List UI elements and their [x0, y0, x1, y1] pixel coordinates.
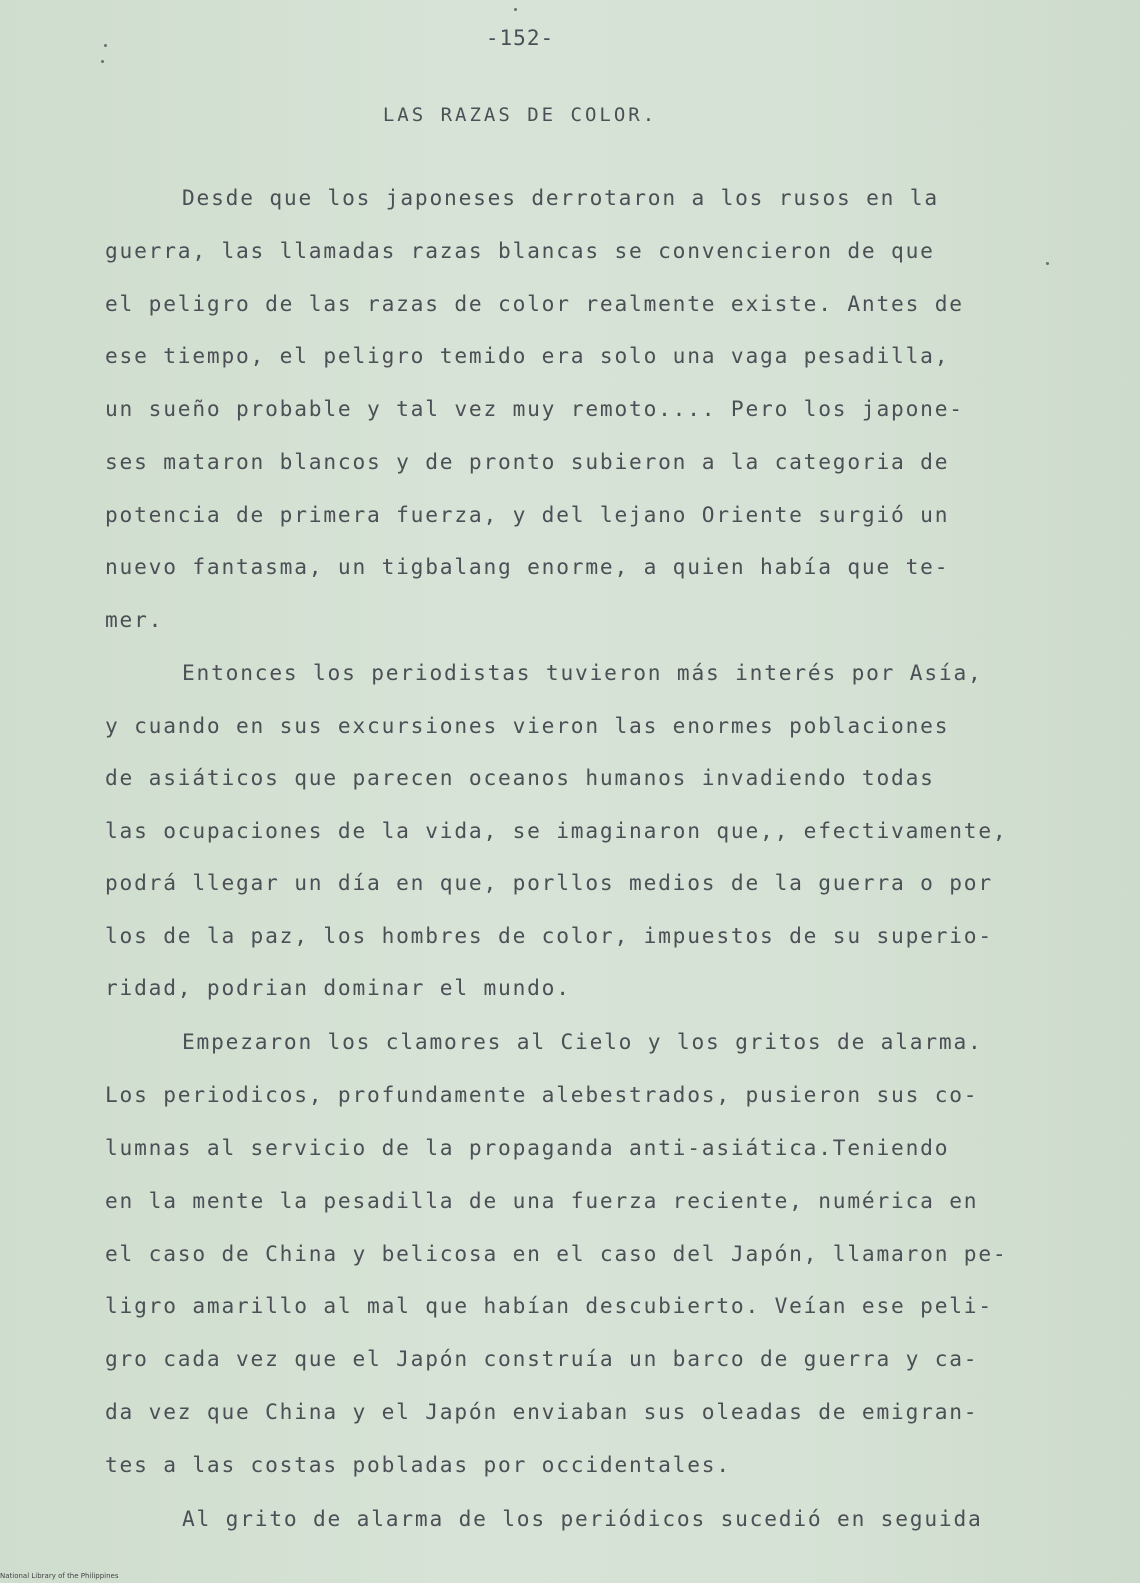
text-line: ridad, podrian dominar el mundo. [105, 975, 571, 1000]
text-line: Al grito de alarma de los periódicos sucedió en seguida [182, 1506, 983, 1531]
text-line: ses mataron blancos y de pronto subieron a la categoria de [105, 449, 950, 474]
text-line: guerra, las llamadas razas blancas se convencieron de que [105, 238, 935, 263]
text-line: de asiáticos que parecen oceanos humanos invadiendo todas [105, 765, 935, 790]
page-number: -152- [485, 26, 555, 50]
text-line: el caso de China y belicosa en el caso del Japón, llamaron pe- [105, 1241, 1008, 1266]
ink-speck [1046, 262, 1049, 265]
text-line: ese tiempo, el peligro temido era solo una vaga pesadilla, [105, 343, 950, 368]
ink-speck [514, 8, 517, 11]
text-line: un sueño probable y tal vez muy remoto.... Pero los japone- [105, 396, 964, 421]
footer-credit: National Library of the Philippines [0, 1572, 119, 1580]
text-line: ligro amarillo al mal que habían descubierto. Veían ese peli- [105, 1293, 993, 1318]
ink-speck [101, 60, 104, 63]
text-line: podrá llegar un día en que, porllos medios de la guerra o por [105, 870, 993, 895]
text-line: tes a las costas pobladas por occidentales. [105, 1452, 731, 1477]
text-line: nuevo fantasma, un tigbalang enorme, a quien había que te- [105, 554, 950, 579]
text-line: gro cada vez que el Japón construía un barco de guerra y ca- [105, 1346, 979, 1371]
text-line: potencia de primera fuerza, y del lejano Oriente surgió un [105, 502, 950, 527]
text-line: Desde que los japoneses derrotaron a los rusos en la [182, 185, 939, 210]
text-line: lumnas al servicio de la propaganda anti-asiática.Teniendo [105, 1135, 950, 1160]
text-line: el peligro de las razas de color realmente existe. Antes de [105, 291, 964, 316]
text-line: da vez que China y el Japón enviaban sus oleadas de emigran- [105, 1399, 979, 1424]
text-line: y cuando en sus excursiones vieron las enormes poblaciones [105, 713, 950, 738]
text-line: las ocupaciones de la vida, se imaginaron que,, efectivamente, [105, 818, 1008, 843]
text-line: mer. [105, 607, 164, 632]
text-line: Los periodicos, profundamente alebestrados, pusieron sus co- [105, 1082, 979, 1107]
text-line: en la mente la pesadilla de una fuerza reciente, numérica en [105, 1188, 979, 1213]
text-line: Empezaron los clamores al Cielo y los gritos de alarma. [182, 1029, 983, 1054]
text-line: los de la paz, los hombres de color, impuestos de su superio- [105, 923, 993, 948]
text-line: Entonces los periodistas tuvieron más interés por Asía, [182, 660, 983, 685]
page-title: LAS RAZAS DE COLOR. [382, 104, 658, 126]
